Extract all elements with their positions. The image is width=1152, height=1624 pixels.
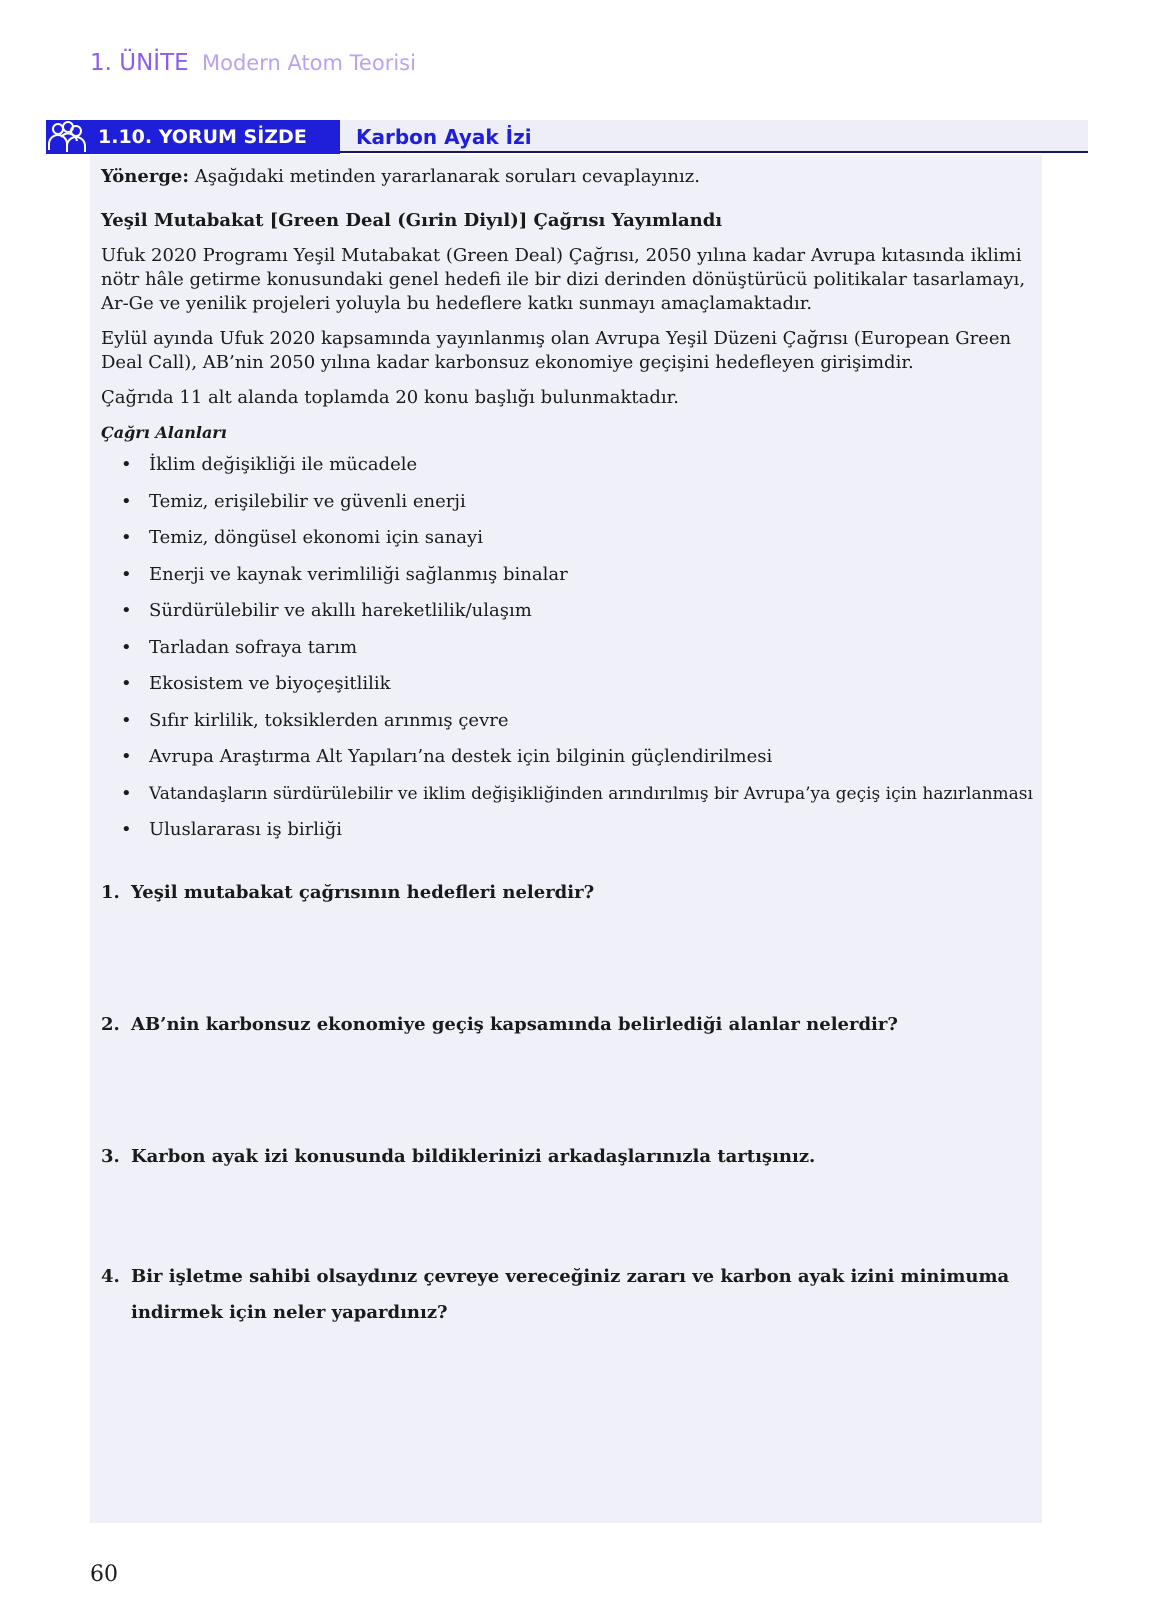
section-divider	[340, 151, 1088, 153]
list-item-text: Temiz, erişilebilir ve güvenli enerji	[149, 490, 466, 512]
list-item-text: Vatandaşların sürdürülebilir ve iklim değişikliğinden arındırılmış bir Avrupa’ya geçiş için hazırlanması	[149, 783, 1033, 804]
bullet-icon: •	[121, 746, 132, 767]
list-item-text: Sürdürülebilir ve akıllı hareketlilik/ulaşım	[149, 600, 532, 621]
question-3	[101, 1139, 1036, 1175]
unit-header	[90, 50, 416, 76]
list-item-text: Temiz, döngüsel ekonomi için sanayi	[149, 527, 483, 548]
bullet-icon: •	[121, 600, 132, 621]
page-number: 60	[90, 1562, 118, 1587]
question-number: 1.	[101, 882, 120, 903]
people-group-icon	[46, 120, 88, 154]
list-item	[101, 599, 1036, 636]
list-item-text: Avrupa Araştırma Alt Yapıları’na destek için bilginin güçlendirilmesi	[149, 746, 773, 767]
list-item	[101, 745, 1036, 782]
list-item	[101, 490, 1036, 527]
bullet-icon: •	[121, 454, 132, 475]
list-item	[101, 782, 1036, 819]
list-item-text: Enerji ve kaynak verimliliği sağlanmış binalar	[149, 563, 568, 585]
question-text: Karbon ayak izi konusunda bildiklerinizi arkadaşlarınızla tartışınız.	[131, 1146, 816, 1167]
list-item	[101, 563, 1036, 600]
list-item-text: Sıfır kirlilik, toksiklerden arınmış çevre	[149, 709, 509, 731]
list-item	[101, 453, 1036, 490]
unit-name: Modern Atom Teorisi	[201, 51, 416, 75]
areas-list	[101, 453, 1036, 855]
article-paragraph: Eylül ayında Ufuk 2020 kapsamında yayınlanmış olan Avrupa Yeşil Düzeni Çağrısı (European Green Deal Call), AB’nin 2050 yılına kadar karbonsuz ekonomiye geçişini hedefleyen girişimdir.	[101, 328, 1012, 373]
section-label: 1.10. YORUM SİZDE	[88, 120, 340, 154]
question-number: 2.	[101, 1014, 120, 1035]
unit-number: 1. ÜNİTE	[90, 50, 189, 76]
question-number: 3.	[101, 1146, 120, 1167]
section-bar	[46, 118, 1044, 152]
section-title: Karbon Ayak İzi	[356, 125, 532, 149]
list-item	[101, 636, 1036, 673]
list-item-text: Tarladan sofraya tarım	[149, 636, 358, 658]
article	[101, 165, 1036, 855]
instruction-text: Aşağıdaki metinden yararlanarak soruları cevaplayınız.	[189, 166, 700, 187]
question-1	[101, 875, 1036, 911]
article-title: Yeşil Mutabakat [Green Deal (Gırin Diyıl)] Çağrısı Yayımlandı	[101, 210, 723, 231]
article-paragraph: Çağrıda 11 alt alanda toplamda 20 konu başlığı bulunmaktadır.	[101, 387, 679, 408]
question-text: AB’nin karbonsuz ekonomiye geçiş kapsamında belirlediği alanlar nelerdir?	[131, 1014, 898, 1035]
bullet-icon: •	[121, 563, 132, 585]
bullet-icon: •	[121, 636, 132, 658]
bullet-icon: •	[121, 490, 132, 512]
list-item	[101, 526, 1036, 563]
list-item	[101, 672, 1036, 709]
list-item	[101, 709, 1036, 746]
list-item-text: İklim değişikliği ile mücadele	[149, 454, 418, 475]
article-paragraph: Ufuk 2020 Programı Yeşil Mutabakat (Green Deal) Çağrısı, 2050 yılına kadar Avrupa kıtasında iklimi nötr hâle getirme konusundaki genel hedefi ile bir dizi derinden dönüştürücü politikalar tasarlamayı, Ar-Ge ve yenilik projeleri yoluyla bu hedeflere katkı sunmayı amaçlamaktadır.	[101, 245, 1026, 314]
list-item-text: Ekosistem ve biyoçeşitlilik	[149, 673, 391, 694]
bullet-icon: •	[121, 782, 132, 804]
instruction-label: Yönerge:	[101, 166, 189, 187]
question-number: 4.	[101, 1266, 120, 1287]
question-text: Yeşil mutabakat çağrısının hedefleri nelerdir?	[131, 882, 595, 903]
bullet-icon: •	[121, 527, 132, 548]
question-2	[101, 1007, 1036, 1043]
bullet-icon: •	[121, 709, 132, 731]
list-item-text: Uluslararası iş birliği	[149, 819, 343, 840]
instruction	[101, 165, 1036, 189]
bullet-icon: •	[121, 819, 132, 840]
bullet-icon: •	[121, 673, 132, 694]
question-4	[101, 1259, 1036, 1331]
question-text: Bir işletme sahibi olsaydınız çevreye vereceğiniz zararı ve karbon ayak izini minimuma indirmek için neler yapardınız?	[131, 1266, 1010, 1323]
list-item	[101, 818, 1036, 855]
areas-title: Çağrı Alanları	[101, 423, 227, 442]
